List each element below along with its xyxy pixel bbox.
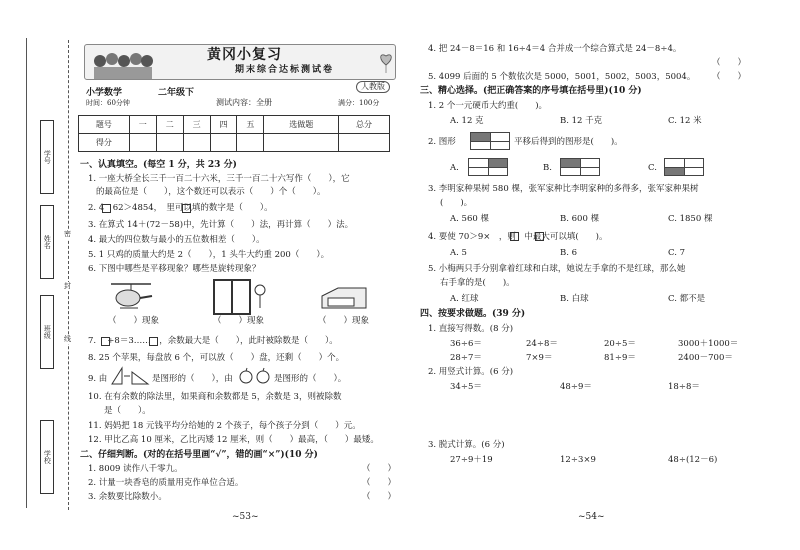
page-number-left: ~53~	[232, 512, 259, 522]
phenomenon-blank-1[interactable]: （ ）现象	[108, 316, 160, 326]
content-label: 测试内容：全册	[216, 98, 272, 107]
answer-blank[interactable]: （ ）	[712, 72, 747, 82]
choice-4-option-b[interactable]: B. 6	[560, 248, 578, 258]
score-table-header-row	[79, 116, 390, 134]
judge-4: 4. 把 24－8＝16 和 16÷4＝4 合并成一个综合算式是 24－8÷4。	[428, 44, 682, 54]
calc-item: 7×9＝	[526, 353, 553, 363]
calc-item: 27÷9＋19	[450, 455, 493, 465]
choice-2-end: 平移后得到的图形是( )。	[514, 137, 623, 147]
calc-1-heading: 1. 直接写得数。(8 分)	[428, 324, 514, 334]
question-9-start: 9. 由	[88, 374, 108, 384]
calc-item: 3000＋1000＝	[678, 339, 739, 349]
heart-balloon-icon	[377, 51, 395, 73]
helicopter-image	[106, 280, 156, 314]
cut-mark-line: 线	[64, 335, 71, 343]
table-cell: 题号	[79, 116, 130, 134]
phenomenon-label: 现象	[142, 316, 160, 326]
choice-2-option-a-figure[interactable]	[468, 158, 508, 176]
shape-figure	[470, 132, 510, 150]
answer-blank[interactable]: （ ）	[712, 58, 747, 68]
phenomenon-blank-3[interactable]: （ ）现象	[318, 316, 370, 326]
children-illustration	[91, 49, 155, 79]
student-id-box: 学号	[40, 120, 54, 194]
question-4: 4. 最大的四位数与最小的五位数相差（ ）。	[88, 235, 265, 245]
blank-box	[182, 204, 191, 213]
score-cell[interactable]	[156, 134, 183, 152]
table-cell: 选做题	[264, 116, 339, 134]
choice-2-option-b-label[interactable]: B.	[543, 163, 552, 173]
choice-2-option-c-figure[interactable]	[664, 158, 704, 176]
blank-box	[101, 337, 110, 346]
calc-item: 48÷9＝	[560, 382, 592, 392]
blank-box	[149, 337, 158, 346]
choice-2-option-b-figure[interactable]	[560, 158, 600, 176]
drawer-image	[318, 282, 370, 316]
answer-blank[interactable]: （ ）	[362, 492, 397, 502]
blank-box	[535, 232, 544, 241]
calc-2-heading: 2. 用竖式计算。(6 分)	[428, 367, 514, 377]
choice-3-option-a[interactable]: A. 560 棵	[450, 214, 489, 224]
choice-3-option-b[interactable]: B. 600 棵	[560, 214, 600, 224]
calc-item: 18÷8＝	[668, 382, 700, 392]
choice-2-start: 2. 图形	[428, 137, 456, 147]
question-6: 6. 下图中哪些是平移现象？哪些是旋转现象？	[88, 264, 261, 274]
answer-blank[interactable]: （ ）	[362, 478, 397, 488]
choice-1: 1. 2 个一元硬币大约重( )。	[428, 101, 548, 111]
subject-label: 小学数学	[86, 88, 123, 98]
question-9-end: 是图形的（ ）。	[274, 374, 347, 384]
time-label: 时间：60分钟	[86, 99, 130, 107]
choice-5-line-2: 右手拿的是( )。	[440, 278, 515, 288]
calc-item: 2400－700＝	[678, 353, 733, 363]
choice-1-option-b[interactable]: B. 12 千克	[560, 116, 603, 126]
choice-2-option-a-label[interactable]: A.	[450, 163, 459, 173]
question-5: 5. 1 只鸡的质量大约是 2（ ），1 头牛大约重 200（ ）。	[88, 250, 330, 260]
question-1-line-1: 1. 一座大桥全长三千一百二十六米，三千一百二十六写作（ ），它	[88, 174, 350, 184]
table-cell: 三	[183, 116, 210, 134]
table-cell: 一	[129, 116, 156, 134]
score-cell[interactable]	[237, 134, 264, 152]
logo-text: 黄冈小复习	[207, 47, 282, 63]
calc-item: 81÷9＝	[604, 353, 636, 363]
blank-box	[102, 204, 111, 213]
question-2: 2. 4 62＞4854， 里可以填的数字是（ ）。	[88, 203, 273, 213]
choice-4-option-a[interactable]: A. 5	[450, 248, 467, 258]
table-cell: 二	[156, 116, 183, 134]
judge-5: 5. 4099 后面的 5 个数依次是 5000，5001，5002，5003，5004。	[428, 72, 696, 82]
calc-item: 48÷(12－6)	[668, 455, 718, 465]
school-box: 学校	[40, 420, 54, 494]
full-score-label: 满分：100分	[338, 99, 380, 107]
question-11: 11. 妈妈把 18 元钱平均分给她的 2 个孩子，每个孩子分到（ ）元。	[88, 421, 361, 431]
cut-line	[68, 40, 69, 510]
calc-item: 24÷8＝	[526, 339, 558, 349]
edition-badge: 人教版	[356, 81, 390, 93]
page-number-right: ~54~	[578, 512, 605, 522]
score-table-score-row	[79, 134, 390, 152]
calc-3-heading: 3. 脱式计算。(6 分)	[428, 440, 505, 450]
choice-4-option-c[interactable]: C. 7	[668, 248, 686, 258]
calc-item: 36÷6＝	[450, 339, 482, 349]
score-table	[78, 115, 390, 152]
grade-label: 二年级下	[158, 88, 195, 98]
judge-1: 1. 8009 读作八千零九。	[88, 464, 183, 474]
table-cell: 得分	[79, 134, 130, 152]
answer-blank[interactable]: （ ）	[362, 464, 397, 474]
blank-box	[510, 232, 519, 241]
header-banner	[84, 44, 396, 80]
calc-item: 34÷5＝	[450, 382, 482, 392]
table-cell: 总分	[339, 116, 390, 134]
calc-item: 20÷5＝	[604, 339, 636, 349]
window-image	[210, 278, 270, 318]
question-8: 8. 25 个苹果，每盘放 6 个，可以放（ ）盘，还剩（ ）个。	[88, 353, 345, 363]
exam-title: 期末综合达标测试卷	[235, 65, 335, 75]
calc-item: 28÷7＝	[450, 353, 482, 363]
choice-5-option-c[interactable]: C. 都不是	[668, 294, 706, 304]
phenomenon-label: 现象	[247, 316, 265, 326]
choice-5-option-a[interactable]: A. 红球	[450, 294, 479, 304]
choice-5-line-1: 5. 小梅两只手分别拿着红球和白球，她说左手拿的不是红球，那么她	[428, 264, 686, 274]
triangle-flip-figure	[110, 366, 150, 386]
section-2-heading: 二、仔细判断。(对的在括号里画“√”，错的画“×”)(10 分)	[80, 450, 318, 460]
choice-1-option-c[interactable]: C. 12 米	[668, 116, 702, 126]
judge-2: 2. 计量一块香皂的质量用克作单位合适。	[88, 478, 244, 488]
cut-mark-seal: 密	[64, 230, 71, 238]
score-cell[interactable]	[339, 134, 390, 152]
choice-3-option-c[interactable]: C. 1850 棵	[668, 214, 713, 224]
name-box: 姓名	[40, 205, 54, 279]
score-cell[interactable]	[264, 134, 339, 152]
table-cell: 五	[237, 116, 264, 134]
choice-1-option-a[interactable]: A. 12 克	[450, 116, 484, 126]
score-cell[interactable]	[183, 134, 210, 152]
table-cell: 四	[210, 116, 237, 134]
question-9-mid: 是图形的（ ），由	[152, 374, 233, 384]
question-7: 7. ÷8＝3…… ，余数最大是（ ），此时被除数是（ ）。	[88, 336, 338, 346]
section-1-heading: 一、认真填空。(每空 1 分，共 23 分)	[80, 160, 237, 170]
score-cell[interactable]	[210, 134, 237, 152]
question-3: 3. 在算式 14＋(72－58)中，先计算（ ）法，再计算（ ）法。	[88, 220, 354, 230]
choice-3-line-1: 3. 李明家种果树 580 棵，张军家种比李明家种的多得多，张军家种果树	[428, 184, 699, 194]
score-cell[interactable]	[129, 134, 156, 152]
phenomenon-blank-2[interactable]: （ ）现象	[213, 316, 265, 326]
phenomenon-label: 现象	[352, 316, 370, 326]
question-12: 12. 甲比乙高 10 厘米，乙比丙矮 12 厘米，则（ ）最高，（ ）最矮。	[88, 435, 379, 445]
apple-move-figure	[238, 366, 272, 386]
question-1-line-2: 的最高位是（ ），这个数还可以表示（ ）个（ ）。	[96, 187, 326, 197]
choice-3-line-2: ( )。	[440, 198, 473, 208]
judge-3: 3. 余数要比除数小。	[88, 492, 167, 502]
choice-2-option-c-label[interactable]: C.	[648, 163, 657, 173]
section-4-heading: 四、按要求做题。(39 分)	[420, 309, 526, 319]
class-box: 班级	[40, 295, 54, 369]
choice-5-option-b[interactable]: B. 白球	[560, 294, 589, 304]
section-3-heading: 三、精心选择。(把正确答案的序号填在括号里)(10 分)	[420, 86, 642, 96]
choice-4: 4. 要使 70＞9× ，则 中最大可以填( )。	[428, 232, 608, 242]
question-10-line-1: 10. 在有余数的除法里，如果商和余数都是 5，余数是 3，则被除数	[88, 392, 342, 402]
calc-item: 12÷3×9	[560, 455, 596, 465]
cut-mark-close: 封	[64, 282, 71, 290]
question-10-line-2: 是（ ）。	[104, 406, 151, 416]
